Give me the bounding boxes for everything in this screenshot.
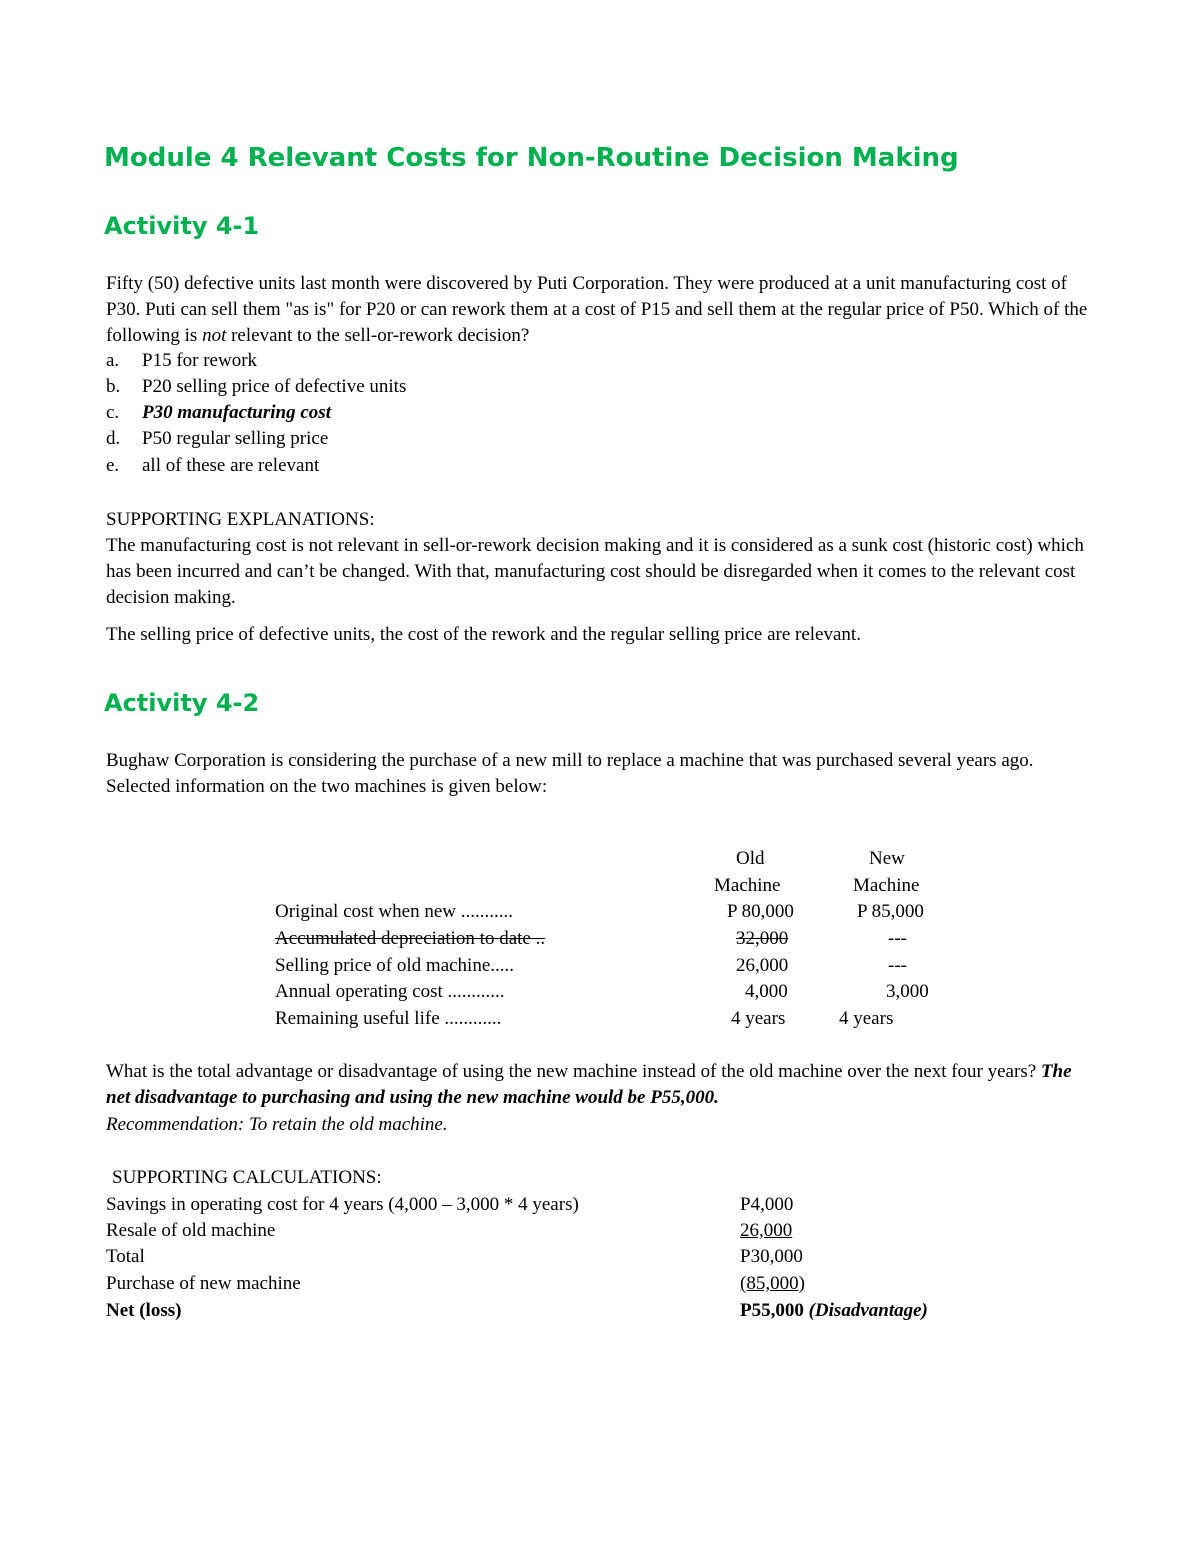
recommendation: Recommendation: To retain the old machine.	[106, 1114, 448, 1135]
calc-value: 26,000	[740, 1220, 793, 1241]
calc-value: P30,000	[740, 1246, 803, 1267]
disadvantage-note: (Disadvantage)	[808, 1300, 928, 1321]
calc-value-net: P55,000 (Disadvantage)	[740, 1300, 928, 1321]
calc-label: Savings in operating cost for 4 years (4,000 – 3,000 * 4 years)	[106, 1194, 579, 1215]
option-d: d. P50 regular selling price	[106, 428, 329, 449]
activity-1-question: Fifty (50) defective units last month were discovered by Puti Corporation. They were produced at a unit manufacturing cost of P30. Puti can sell them "as is" for P20 or can rework them at a cost of P15 and sell them at the regular price of P50. Which of the following is not relevant to the sell-or-rework decision?	[106, 273, 1088, 346]
option-b: b. P20 selling price of defective units	[106, 376, 407, 397]
correct-answer: P30 manufacturing cost	[142, 402, 331, 423]
calc-value: (85,000)	[740, 1273, 805, 1294]
calc-label: Total	[106, 1246, 145, 1267]
activity-2-heading: Activity 4-2	[104, 689, 260, 717]
calc-label-net: Net (loss)	[106, 1300, 182, 1321]
table-row-label: Annual operating cost ............	[275, 981, 505, 1002]
activity-2-question: What is the total advantage or disadvantage of using the new machine instead of the old machine over the next four years? The net disadvantage to purchasing and using the new machine would be P55,000.	[106, 1061, 1072, 1108]
old-machine-header-2: Machine	[714, 875, 781, 896]
supporting-calculations-heading: SUPPORTING CALCULATIONS:	[112, 1167, 382, 1188]
page-title: Module 4 Relevant Costs for Non-Routine Decision Making	[104, 143, 959, 173]
new-machine-header-2: Machine	[853, 875, 920, 896]
option-c: c. P30 manufacturing cost	[106, 402, 331, 423]
table-cell-old: 26,000	[736, 955, 789, 976]
activity-1-heading: Activity 4-1	[104, 212, 260, 240]
option-a: a. P15 for rework	[106, 350, 258, 371]
activity-2-intro: Bughaw Corporation is considering the purchase of a new mill to replace a machine that was purchased several years ago. Selected information on the two machines is given below:	[106, 750, 1034, 797]
table-cell-new: ---	[888, 928, 907, 949]
table-row-label: Original cost when new ...........	[275, 901, 513, 922]
table-cell-new: ---	[888, 955, 907, 976]
explanation-paragraph-2: The selling price of defective units, the cost of the rework and the regular selling price are relevant.	[106, 624, 861, 645]
option-e: e. all of these are relevant	[106, 455, 320, 476]
table-cell-old: 4,000	[745, 981, 788, 1002]
table-cell-new: P 85,000	[857, 901, 924, 922]
table-row-label: Accumulated depreciation to date ..	[275, 928, 546, 949]
table-cell-old: 4 years	[731, 1008, 786, 1029]
new-machine-header: New	[869, 848, 905, 869]
supporting-explanations-heading: SUPPORTING EXPLANATIONS:	[106, 509, 375, 530]
activity-2-answer: The net disadvantage to purchasing and using the new machine would be P55,000.	[106, 1061, 1072, 1108]
explanation-paragraph-1: The manufacturing cost is not relevant in sell-or-rework decision making and it is considered as a sunk cost (historic cost) which has been incurred and can’t be changed. With that, manufacturing cost should be disregarded when it comes to the relevant cost decision making.	[106, 535, 1084, 608]
table-cell-old: P 80,000	[727, 901, 794, 922]
table-row-label: Remaining useful life ............	[275, 1008, 502, 1029]
old-machine-header: Old	[736, 848, 765, 869]
table-row-label: Selling price of old machine.....	[275, 955, 515, 976]
calc-label: Resale of old machine	[106, 1220, 276, 1241]
table-cell-old: 32,000	[736, 928, 789, 949]
calc-value: P4,000	[740, 1194, 794, 1215]
calc-label: Purchase of new machine	[106, 1273, 301, 1294]
table-cell-new: 4 years	[839, 1008, 894, 1029]
table-cell-new: 3,000	[886, 981, 929, 1002]
